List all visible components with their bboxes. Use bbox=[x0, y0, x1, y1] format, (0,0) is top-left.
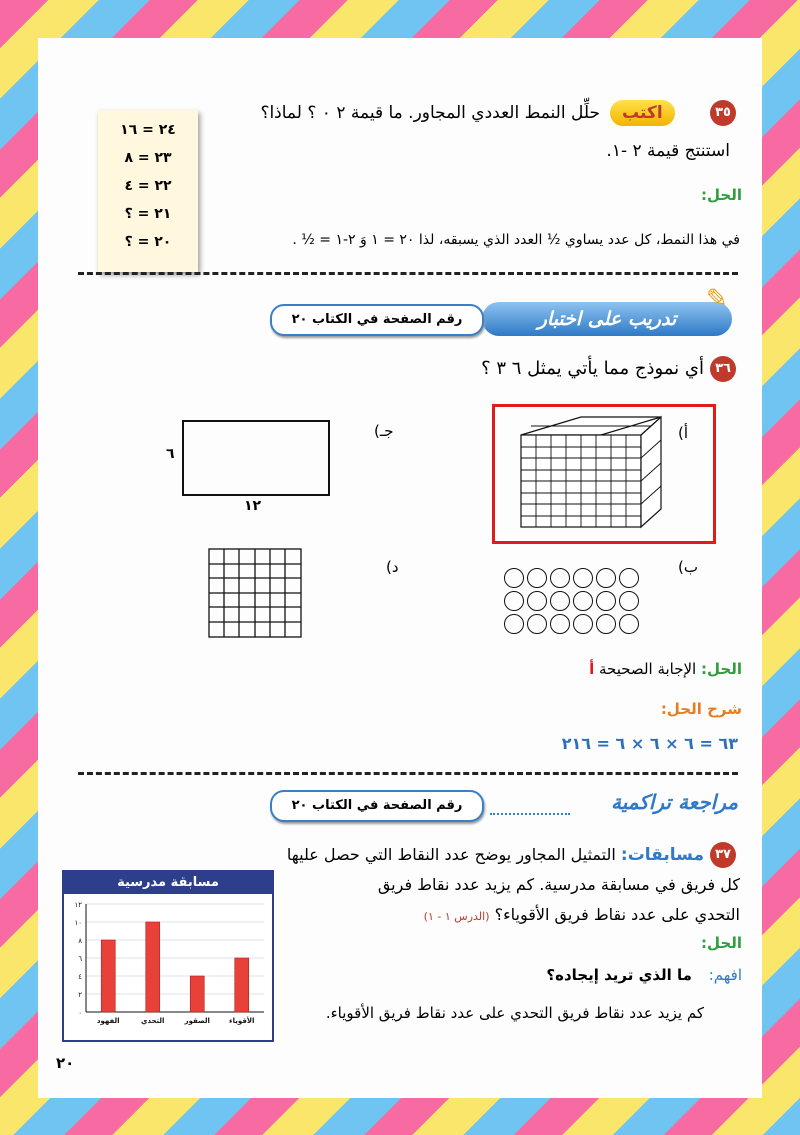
y-tick-label: ٢ bbox=[78, 991, 82, 999]
q36-explain-label: شرح الحل: bbox=[660, 700, 742, 718]
divider bbox=[78, 272, 738, 275]
q37-lesson-ref: (الدرس ١ - ١) bbox=[423, 910, 490, 923]
q37-understand bbox=[546, 966, 742, 984]
pattern-row: ٢١ = ؟ bbox=[124, 206, 172, 222]
pattern-row: ٢٤ = ١٦ bbox=[120, 122, 176, 138]
page-number: ٢٠ bbox=[56, 1054, 75, 1072]
q37-keyword: مسابقات: bbox=[620, 845, 704, 865]
pencil-icon: ✎ bbox=[706, 284, 728, 314]
practice-page-ref: رقم الصفحة في الكتاب ٢٠ bbox=[270, 304, 484, 336]
rect-side-label: ٦ bbox=[166, 446, 175, 462]
chart-plot bbox=[64, 894, 272, 1038]
y-tick-label: ٤ bbox=[78, 973, 82, 981]
option-d-grid[interactable] bbox=[208, 548, 302, 642]
q37-understand-answer: كم يزيد عدد نقاط فريق التحدي على عدد نقاط فريق الأقوياء. bbox=[325, 1004, 704, 1022]
q37-line1-wrap bbox=[204, 842, 704, 868]
y-tick-label: ٦ bbox=[78, 955, 82, 963]
option-b-circles[interactable] bbox=[504, 568, 639, 634]
chart-title: مسابقة مدرسية bbox=[64, 872, 272, 894]
divider bbox=[78, 772, 738, 775]
review-dotted-line bbox=[490, 813, 570, 815]
q37-line3: التحدي على عدد نقاط فريق الأقوياء؟ bbox=[494, 905, 740, 924]
x-tick-label: التحدي bbox=[141, 1017, 165, 1025]
q37-understand-label: افهم: bbox=[708, 966, 742, 984]
pattern-note bbox=[98, 110, 198, 272]
q36-explain-text: ٦٣ = ٦ × ٦ × ٦ = ٢١٦ bbox=[561, 734, 738, 753]
option-b-label: ب) bbox=[678, 558, 698, 576]
page bbox=[38, 38, 762, 1098]
bar bbox=[146, 922, 160, 1012]
q37-understand-question: ما الذي تريد إيجاده؟ bbox=[546, 966, 692, 984]
x-tick-label: الفهود bbox=[96, 1017, 120, 1025]
y-tick-label: ٠ bbox=[78, 1009, 82, 1017]
pattern-row: ٢٢ = ٤ bbox=[124, 178, 172, 194]
option-c-rectangle[interactable] bbox=[182, 420, 330, 496]
q36-answer-text: الإجابة الصحيحة bbox=[599, 660, 697, 678]
q36-question: أي نموذج مما يأتي يمثل ٦ ٣ ؟ bbox=[481, 358, 704, 379]
y-tick-label: ١٠ bbox=[74, 919, 82, 927]
x-tick-label: الأقوياء bbox=[229, 1017, 255, 1025]
review-header-title: مراجعة تراكمية bbox=[610, 790, 738, 814]
q36-solution-label: الحل: bbox=[701, 660, 742, 678]
review-page-ref: رقم الصفحة في الكتاب ٢٠ bbox=[270, 790, 484, 822]
q35-solution-text: في هذا النمط، كل عدد يساوي ½ العدد الذي يسبقه، لذا ٢٠ = ١ وَ ٢-١ = ½ . bbox=[292, 232, 740, 248]
option-c-label: جـ) bbox=[374, 422, 394, 440]
question-number-36: ٣٦ bbox=[710, 356, 736, 382]
question-number-37: ٣٧ bbox=[710, 842, 736, 868]
q37-solution-label: الحل: bbox=[701, 934, 742, 952]
x-tick-label: الصقور bbox=[184, 1017, 210, 1025]
q35-line2: استنتج قيمة ٢ -١. bbox=[606, 141, 730, 161]
bar bbox=[235, 958, 249, 1012]
option-d-label: د) bbox=[386, 558, 399, 576]
y-tick-label: ١٢ bbox=[74, 901, 82, 909]
pattern-row: ٢٠ = ؟ bbox=[124, 234, 172, 250]
option-a-label: أ) bbox=[678, 424, 689, 442]
bar bbox=[190, 976, 204, 1012]
rect-bottom-label: ١٢ bbox=[244, 498, 262, 514]
q35-line1: حلِّل النمط العددي المجاور. ما قيمة ٢ ٠ ؟ لماذا؟ bbox=[260, 103, 600, 123]
q36-solution bbox=[589, 660, 742, 678]
write-tag: اكتب bbox=[610, 100, 675, 126]
practice-header-title: تدريب على اختبار bbox=[482, 302, 732, 336]
bar bbox=[101, 940, 115, 1012]
q37-line2: كل فريق في مسابقة مدرسية. كم يزيد عدد نقاط فريق bbox=[377, 875, 740, 894]
q35-solution-label: الحل: bbox=[701, 186, 742, 204]
q37-line3-wrap bbox=[340, 902, 740, 930]
pattern-row: ٢٣ = ٨ bbox=[124, 150, 172, 166]
q37-line1: التمثيل المجاور يوضح عدد النقاط التي حصل عليها bbox=[286, 845, 616, 864]
bar-chart bbox=[62, 870, 274, 1042]
question-number-35: ٣٥ bbox=[710, 100, 736, 126]
q36-answer-letter: أ bbox=[589, 660, 595, 678]
y-tick-label: ٨ bbox=[78, 937, 82, 945]
